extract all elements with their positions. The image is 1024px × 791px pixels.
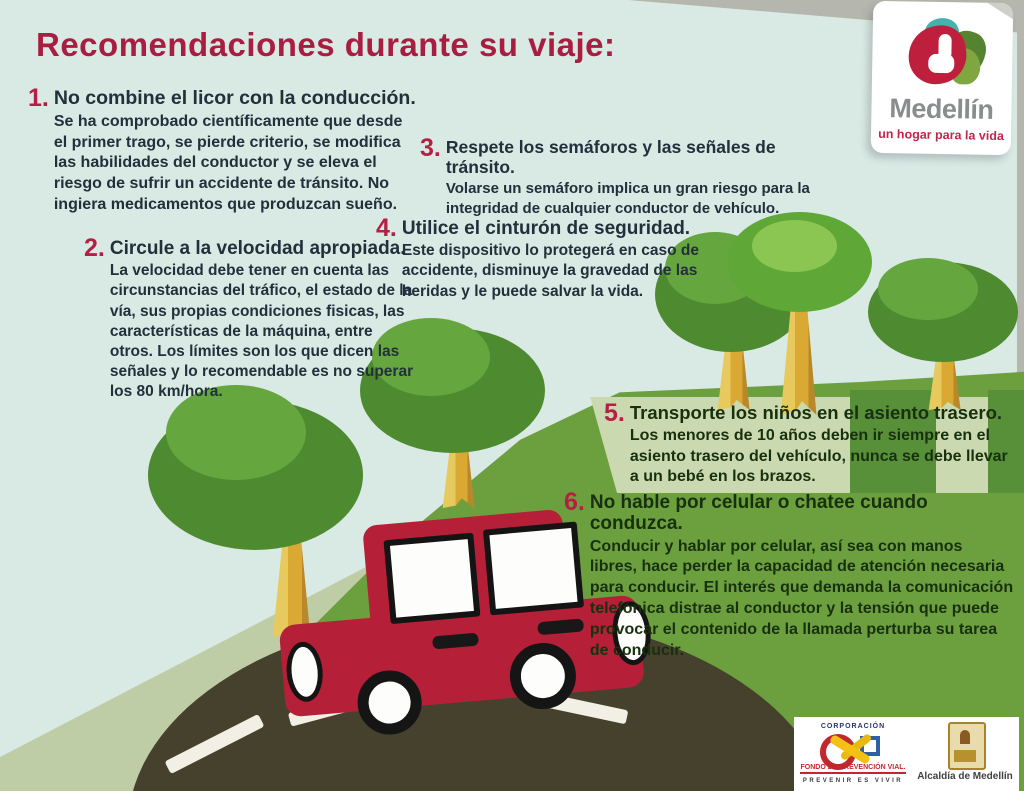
item-heading: Circule a la velocidad apropiada. [109,238,406,259]
recommendation-item-3 [420,134,830,218]
item-body: Los menores de 10 años deben ir siempre en el asiento trasero del vehículo, nunca se debe llevar a un bebé en los brazos. [629,426,1008,486]
item-body: Conducir y hablar por celular, así sea con manos libres, hace perder la capacidad de atención necesaria para conducir. El interés que demanda la comunicación telefónica distrae al conductor y la tensión que puede provocar el contenido de la llamada perturba su tarea de conducir. [589,537,1014,659]
recommendation-item-4 [376,214,721,302]
item-number: 5. [604,399,625,427]
fondo-prevencion-vial-logo [794,717,912,791]
item-body: La velocidad debe tener en cuenta las circunstancias del tráfico, el estado de la vía, sus propias condiciones fisicas, las características de la máquina, entre otros. Los límites son los que dicen las señales y lo recomendable es no superar los 80 km/hora. [109,262,414,401]
item-heading: No hable por celular o chatee cuando conduzca. [589,492,928,535]
item-number: 3. [420,134,441,162]
item-heading: No combine el licor con la conducción. [53,87,416,109]
medellin-wordmark: Medellín [889,93,994,125]
recommendation-item-6 [564,488,1024,661]
item-number: 4. [376,214,397,242]
alcaldia-medellin-logo [912,717,1019,791]
recommendation-item-5 [604,399,1024,488]
item-number: 2. [84,234,105,262]
recommendation-item-1 [28,84,428,216]
item-heading: Utilice el cinturón de seguridad. [401,218,691,239]
item-heading: Transporte los niños en el asiento trasero. [629,402,1003,423]
medellin-heart-icon [906,17,983,92]
item-body: Volarse un semáforo implica un gran riesgo para la integridad de cualquier conductor de vehículo. [445,180,810,217]
item-number: 6. [564,488,585,516]
tree-illustration [868,262,1020,412]
tree-illustration [722,212,874,417]
item-body: Este dispositivo lo protegerá en caso de accidente, disminuye la gravedad de las heridas y le puede salvar la vida. [401,242,700,300]
fondo-label: FONDO DE PREVENCIÓN VIAL. [794,764,912,771]
medellin-tagline: un hogar para la vida [878,126,1004,144]
item-number: 1. [28,84,49,112]
poster-title: Recomendaciones durante su viaje: [36,26,616,63]
recommendation-item-2 [84,234,424,402]
prevenir-label: PREVENIR ES VIVIR [802,778,904,784]
coat-of-arms-icon [948,722,986,770]
item-heading: Respete los semáforos y las señales de tránsito. [445,137,776,177]
corporacion-label: CORPORACIÓN [820,723,886,730]
alcaldia-label: Alcaldía de Medellín [917,771,1013,782]
footer-logos [794,717,1019,791]
item-body: Se ha comprobado científicamente que desde el primer trago, se pierde criterio, se modifica las habilidades del conductor y se eleva el riesgo de sufrir un accidente de tránsito. No ingiera medicamentos que produzcan sueño. [53,112,403,214]
medellin-logo [871,1,1014,155]
